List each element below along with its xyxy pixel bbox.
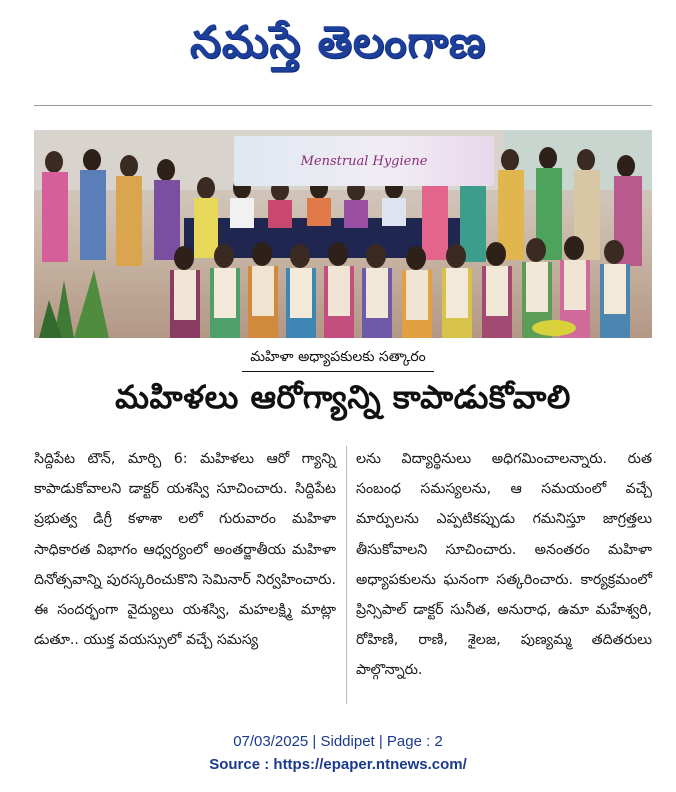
kicker-container — [0, 348, 676, 372]
photo-caption-kicker: మహిళా అధ్యాపకులకు సత్కారం — [242, 348, 434, 372]
column-divider — [346, 446, 347, 704]
source-link[interactable]: Source : https://epaper.ntnews.com/ — [209, 756, 467, 773]
event-banner — [234, 136, 494, 186]
edition-info: 07/03/2025 | Siddipet | Page : 2 — [233, 733, 443, 750]
banner-text: Menstrual Hygiene — [300, 153, 428, 169]
article-body-right-column: లను విద్యార్థినులు అధిగమించాలన్నారు. రుత సంబంధ సమస్యలను, ఆ సమయంలో వచ్చే మార్పులను ఎప్పటికప్పుడు గమనిస్తూ జాగ్రత్తలు తీసుకోవాలని సూచించారు. అనంతరం మహిళా అధ్యాపకులను ఘనంగా సత్కరించారు. కార్యక్రమంలో ప్రిన్సిపాల్ డాక్టర్ సునీత, అనురాధ, ఉమా మహేశ్వరి, రోహిణి, రాణి, శైలజ, పుణ్యమ్మ తదితరులు పాల్గొన్నారు. — [356, 451, 652, 679]
masthead-divider — [34, 105, 652, 106]
masthead — [0, 4, 676, 92]
article-body-left-column: సిద్దిపేట టౌన్, మార్చి 6: మహిళలు ఆరో గ్యాన్ని కాపాడుకోవాలని డాక్టర్ యశస్వి సూచించారు. సిద్దిపేట ప్రభుత్వ డిగ్రీ కళాశా లలో గురువారం మహిళా సాధికారత విభాగం ఆధ్వర్యంలో అంతర్జాతీయ మహిళా దినోత్సవాన్ని పురస్కరించుకొని సెమినార్ నిర్వహించారు. ఈ సందర్భంగా వైద్యులు యశస్వి, మహలక్ష్మి మాట్లా డుతూ.. యుక్త వయస్సులో వచ్చే సమస్య — [34, 451, 336, 649]
article-photo — [34, 130, 652, 338]
newspaper-logo: నమస్తే తెలంగాణ — [189, 17, 487, 68]
article-headline: మహిళలు ఆరోగ్యాన్ని కాపాడుకోవాలి — [115, 378, 571, 416]
